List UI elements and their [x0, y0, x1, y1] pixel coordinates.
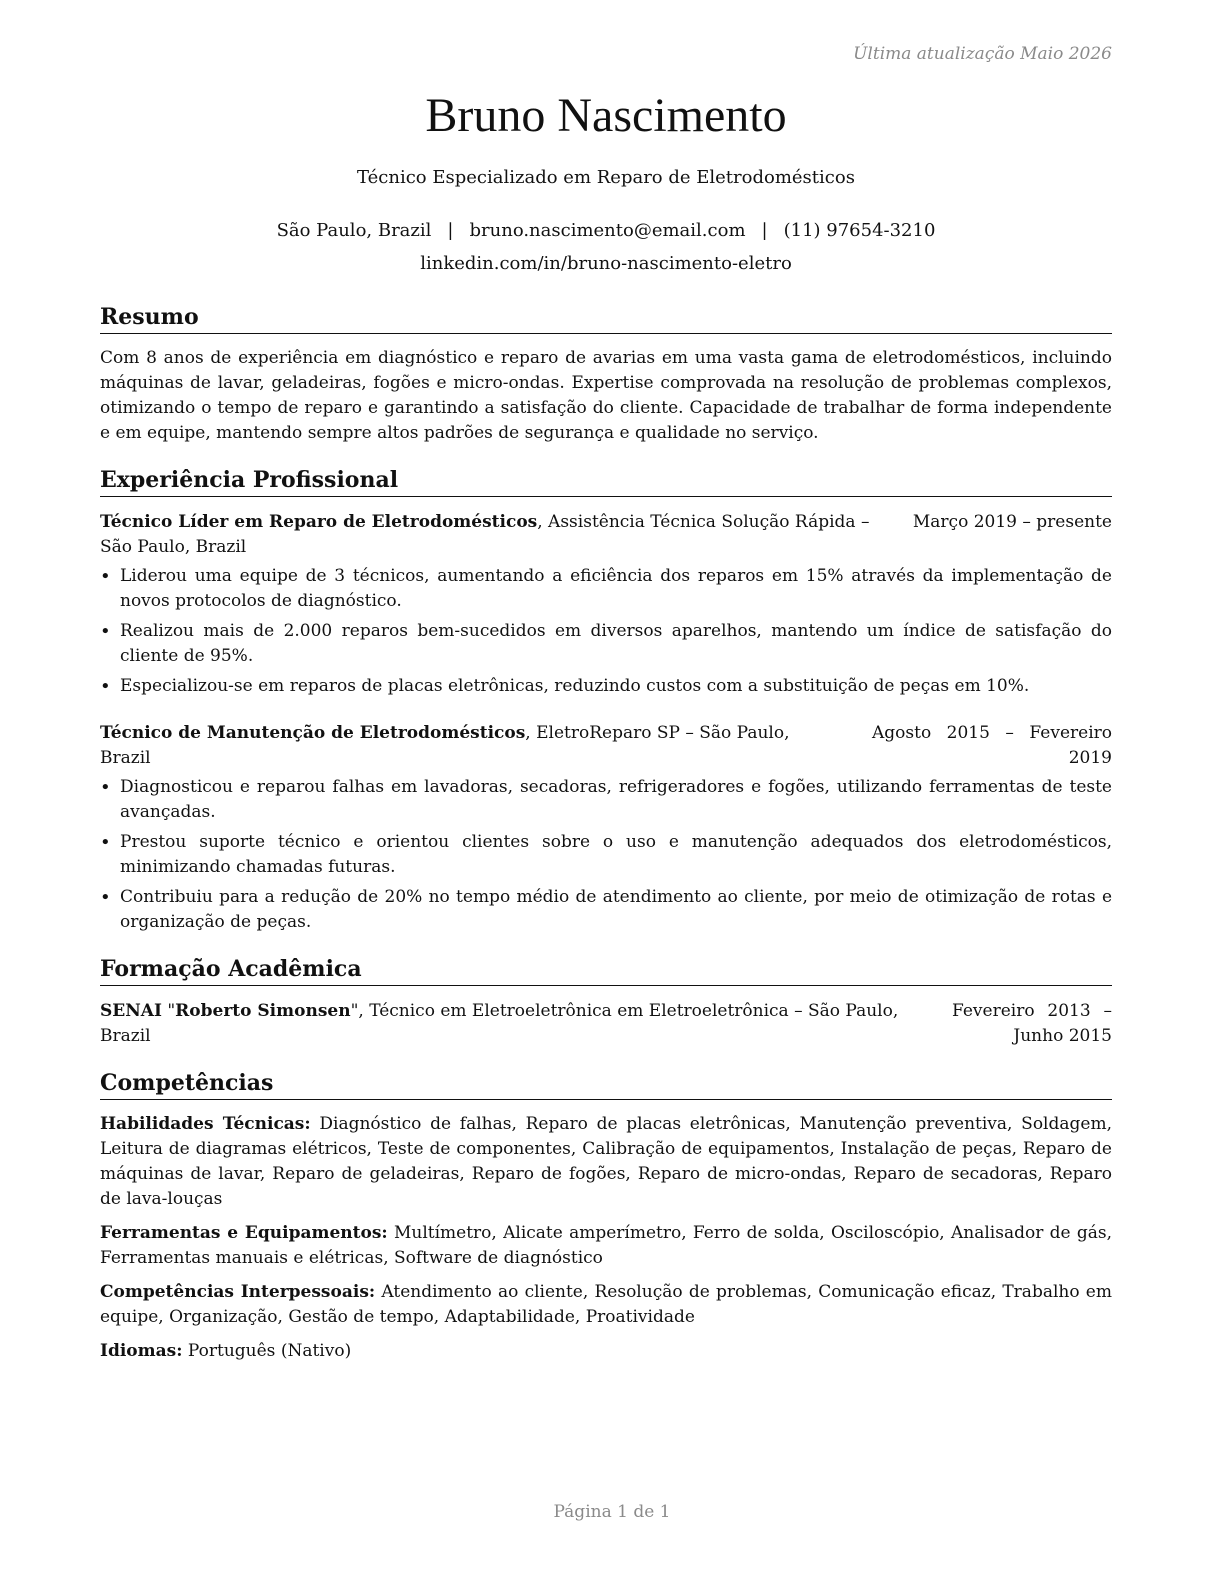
section-title-summary: Resumo	[100, 303, 1112, 334]
summary-section	[100, 303, 1112, 446]
skill-text: Multímetro, Alicate amperímetro, Ferro de solda, Osciloscópio, Analisador de gás, Ferramentas manuais e elétricas, Software de diagnóstico	[100, 1223, 1112, 1268]
job-entry	[100, 721, 1112, 935]
job-bullets	[100, 775, 1112, 935]
contact-phone: (11) 97654-3210	[783, 220, 936, 241]
school-quote: "	[161, 1001, 176, 1021]
skill-label: Competências Interpessoais:	[100, 1282, 376, 1302]
contact-location: São Paulo, Brazil	[276, 220, 432, 241]
education-section	[100, 955, 1112, 1049]
job-bullet: • Diagnosticou e reparou falhas em lavadoras, secadoras, refrigeradores e fogões, utilizando ferramentas de teste avançadas.	[120, 775, 1112, 825]
section-title-skills: Competências	[100, 1069, 1112, 1100]
skill-text: Português (Nativo)	[182, 1341, 352, 1361]
page-number: Página 1 de 1	[553, 1502, 671, 1522]
job-bullet: • Liderou uma equipe de 3 técnicos, aumentando a eficiência dos reparos em 15% através da implementação de novos protocolos de diagnóstico.	[120, 564, 1112, 614]
job-dates: Março 2019 – presente	[912, 512, 1112, 532]
skill-label: Ferramentas e Equipamentos:	[100, 1223, 388, 1243]
contact-line	[100, 220, 1112, 241]
job-bullet: • Realizou mais de 2.000 reparos bem-sucedidos em diversos aparelhos, mantendo um índice de satisfação do cliente de 95%.	[120, 619, 1112, 669]
contact-separator: |	[761, 220, 768, 241]
job-company: , EletroReparo SP – São Paulo, Brazil	[100, 723, 790, 768]
skills-section	[100, 1069, 1112, 1364]
job-bullet: • Especializou-se em reparos de placas eletrônicas, reduzindo custos com a substituição de peças em 10%.	[120, 674, 1112, 699]
job-bullet: • Contribuiu para a redução de 20% no tempo médio de atendimento ao cliente, por meio de otimização de rotas e organização de peças.	[120, 885, 1112, 935]
job-company: , Assistência Técnica Solução Rápida – São Paulo, Brazil	[100, 512, 870, 557]
job-bullets	[100, 564, 1112, 699]
job-role: Técnico de Manutenção de Eletrodomésticos	[100, 723, 526, 743]
headline: Técnico Especializado em Reparo de Eletrodomésticos	[357, 167, 855, 188]
resume-content	[100, 303, 1112, 1384]
skill-text: Diagnóstico de falhas, Reparo de placas eletrônicas, Manutenção preventiva, Soldagem, Leitura de diagramas elétricos, Teste de componentes, Calibração de equipamentos, Instalação de peças, Reparo de máquinas de lavar, Reparo de geladeiras, Reparo de fogões, Reparo de micro-ondas, Reparo de secadoras, Reparo de lava-louças	[100, 1114, 1112, 1209]
skill-group	[100, 1112, 1112, 1212]
education-dates: Fevereiro 2013 – Junho 2015	[952, 1001, 1112, 1046]
summary-text: Com 8 anos de experiência em diagnóstico e reparo de avarias em uma vasta gama de eletrodomésticos, incluindo máquinas de lavar, geladeiras, fogões e micro-ondas. Expertise comprovada na resolução de problemas complexos, otimizando o tempo de reparo e garantindo a satisfação do cliente. Capacidade de trabalhar de forma independente e em equipe, mantendo sempre altos padrões de segurança e qualidade no serviço.	[100, 348, 1112, 443]
school-name-detail: Roberto Simonsen	[175, 1001, 351, 1021]
education-detail: ", Técnico em Eletroeletrônica em Eletroeletrônica – São Paulo, Brazil	[100, 1001, 899, 1046]
contact-email[interactable]: bruno.nascimento@email.com	[469, 220, 746, 241]
contact-linkedin[interactable]: linkedin.com/in/bruno-nascimento-eletro	[420, 253, 792, 274]
school-name: SENAI	[100, 1001, 162, 1021]
section-title-experience: Experiência Profissional	[100, 466, 1112, 497]
skill-group	[100, 1221, 1112, 1271]
candidate-name: Bruno Nascimento	[425, 89, 787, 142]
experience-section	[100, 466, 1112, 935]
skill-label: Idiomas:	[100, 1341, 183, 1361]
last-updated: Última atualização Maio 2026	[853, 44, 1112, 64]
job-entry	[100, 510, 1112, 699]
skill-label: Habilidades Técnicas:	[100, 1114, 311, 1134]
job-role: Técnico Líder em Reparo de Eletrodomésticos	[100, 512, 538, 532]
education-entry	[100, 999, 1112, 1049]
skill-group	[100, 1280, 1112, 1330]
skill-text: Atendimento ao cliente, Resolução de problemas, Comunicação eficaz, Trabalho em equipe, Organização, Gestão de tempo, Adaptabilidade, Proatividade	[100, 1282, 1112, 1327]
skill-group	[100, 1339, 1112, 1364]
section-title-education: Formação Acadêmica	[100, 955, 1112, 986]
job-dates: Agosto 2015 – Fevereiro 2019	[872, 723, 1112, 768]
contact-separator: |	[447, 220, 454, 241]
job-bullet: • Prestou suporte técnico e orientou clientes sobre o uso e manutenção adequados dos eletrodomésticos, minimizando chamadas futuras.	[120, 830, 1112, 880]
